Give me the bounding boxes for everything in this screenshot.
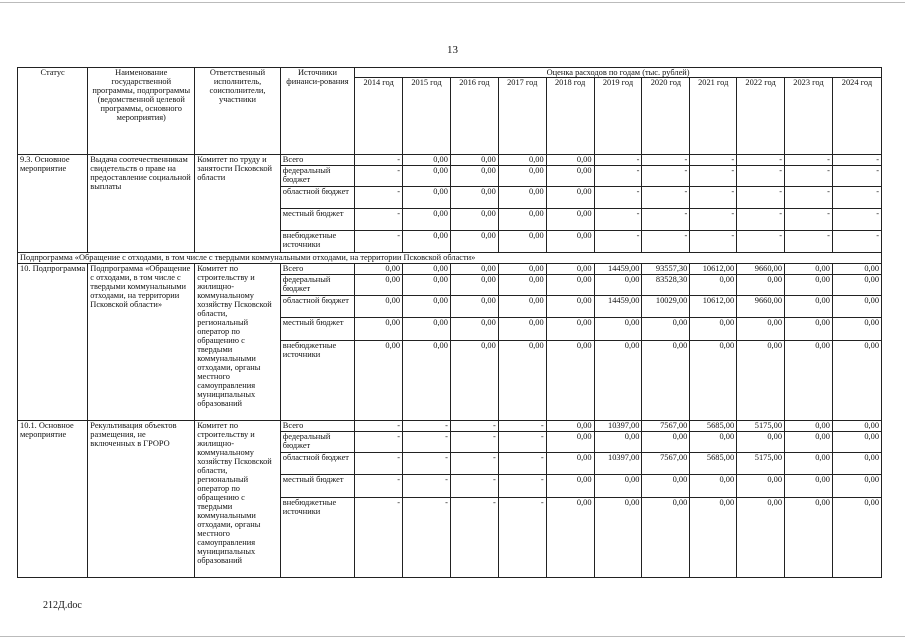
value-cell: 0,00	[832, 275, 881, 296]
row-source: федеральный бюджет	[280, 432, 354, 453]
value-cell: -	[594, 231, 642, 253]
value-cell: 0,00	[690, 275, 737, 296]
value-cell: -	[690, 231, 737, 253]
value-cell: 0,00	[498, 296, 546, 318]
value-cell: -	[498, 421, 546, 432]
value-cell: 0,00	[546, 155, 594, 166]
value-cell: 0,00	[498, 264, 546, 275]
row-source: внебюджетные источники	[280, 498, 354, 578]
value-cell: 83528,30	[642, 275, 690, 296]
value-cell: 5685,00	[690, 421, 737, 432]
value-cell: 0,00	[642, 498, 690, 578]
header-year: 2016 год	[450, 78, 498, 155]
value-cell: -	[737, 166, 785, 187]
value-cell: 0,00	[546, 231, 594, 253]
value-cell: 0,00	[737, 498, 785, 578]
value-cell: 0,00	[546, 341, 594, 421]
header-estimate: Оценка расходов по годам (тыс. рублей)	[355, 68, 882, 78]
row-source: Всего	[280, 421, 354, 432]
value-cell: 0,00	[403, 187, 451, 209]
value-cell: 14459,00	[594, 264, 642, 275]
value-cell: 0,00	[690, 475, 737, 498]
row-source: местный бюджет	[280, 318, 354, 341]
value-cell: 0,00	[355, 275, 403, 296]
row-source: внебюджетные источники	[280, 231, 354, 253]
value-cell: 0,00	[642, 432, 690, 453]
value-cell: -	[498, 453, 546, 475]
scan-edge-top	[0, 2, 905, 3]
value-cell: 0,00	[594, 341, 642, 421]
row-executor: Комитет по труду и занятости Псковской области	[195, 155, 281, 253]
header-year: 2023 год	[785, 78, 833, 155]
value-cell: -	[498, 432, 546, 453]
value-cell: -	[785, 155, 833, 166]
value-cell: -	[355, 421, 403, 432]
value-cell: 0,00	[355, 341, 403, 421]
value-cell: 7567,00	[642, 453, 690, 475]
row-source: Всего	[280, 155, 354, 166]
value-cell: 0,00	[832, 296, 881, 318]
value-cell: 0,00	[546, 498, 594, 578]
value-cell: 0,00	[785, 475, 833, 498]
value-cell: 5175,00	[737, 421, 785, 432]
value-cell: 0,00	[403, 275, 451, 296]
value-cell: 0,00	[546, 264, 594, 275]
value-cell: 0,00	[546, 432, 594, 453]
value-cell: 0,00	[546, 275, 594, 296]
value-cell: -	[498, 475, 546, 498]
value-cell: 0,00	[642, 475, 690, 498]
value-cell: -	[690, 187, 737, 209]
value-cell: -	[832, 231, 881, 253]
value-cell: -	[690, 155, 737, 166]
value-cell: 0,00	[594, 318, 642, 341]
value-cell: -	[594, 187, 642, 209]
value-cell: -	[690, 209, 737, 231]
value-cell: 93557,30	[642, 264, 690, 275]
value-cell: -	[355, 155, 403, 166]
value-cell: 0,00	[450, 209, 498, 231]
value-cell: 0,00	[546, 475, 594, 498]
value-cell: 0,00	[737, 341, 785, 421]
value-cell: 0,00	[450, 166, 498, 187]
row-source: областной бюджет	[280, 187, 354, 209]
value-cell: 0,00	[690, 318, 737, 341]
header-sources: Источники финанси-рования	[280, 68, 354, 155]
value-cell: 0,00	[450, 341, 498, 421]
document-footer: 212Д.doc	[43, 600, 82, 611]
value-cell: 0,00	[403, 155, 451, 166]
value-cell: 7567,00	[642, 421, 690, 432]
value-cell: -	[355, 231, 403, 253]
value-cell: 0,00	[832, 264, 881, 275]
value-cell: -	[450, 498, 498, 578]
value-cell: -	[642, 166, 690, 187]
value-cell: 0,00	[737, 475, 785, 498]
value-cell: -	[832, 187, 881, 209]
value-cell: 0,00	[832, 453, 881, 475]
value-cell: 10397,00	[594, 453, 642, 475]
row-executor: Комитет по строительству и жилищно-коммунальному хозяйству Псковской области, региональный оператор по обращению с твердыми коммунальными отходами, органы местного самоуправления муниципальных образований	[195, 421, 281, 578]
value-cell: 0,00	[785, 421, 833, 432]
value-cell: 9660,00	[737, 296, 785, 318]
value-cell: 0,00	[737, 275, 785, 296]
value-cell: 0,00	[546, 421, 594, 432]
row-source: областной бюджет	[280, 296, 354, 318]
value-cell: 10612,00	[690, 296, 737, 318]
value-cell: 0,00	[450, 296, 498, 318]
value-cell: 0,00	[594, 475, 642, 498]
value-cell: 0,00	[498, 187, 546, 209]
value-cell: 0,00	[355, 296, 403, 318]
value-cell: 0,00	[690, 498, 737, 578]
expenditure-table	[17, 67, 882, 578]
value-cell: -	[355, 475, 403, 498]
value-cell: 0,00	[594, 498, 642, 578]
value-cell: 0,00	[403, 341, 451, 421]
value-cell: 0,00	[594, 275, 642, 296]
value-cell: 0,00	[403, 166, 451, 187]
value-cell: -	[403, 421, 451, 432]
value-cell: -	[832, 209, 881, 231]
value-cell: 5685,00	[690, 453, 737, 475]
value-cell: 0,00	[785, 432, 833, 453]
value-cell: 0,00	[642, 341, 690, 421]
table-row	[18, 421, 882, 432]
value-cell: 0,00	[594, 432, 642, 453]
value-cell: 0,00	[785, 275, 833, 296]
value-cell: -	[355, 187, 403, 209]
value-cell: 0,00	[546, 318, 594, 341]
row-source: местный бюджет	[280, 209, 354, 231]
value-cell: 0,00	[498, 231, 546, 253]
value-cell: -	[785, 187, 833, 209]
value-cell: 0,00	[690, 432, 737, 453]
row-status: 10. Подпрограмма	[18, 264, 88, 421]
value-cell: 0,00	[832, 498, 881, 578]
row-source: областной бюджет	[280, 453, 354, 475]
value-cell: -	[355, 166, 403, 187]
value-cell: 0,00	[403, 209, 451, 231]
header-year: 2021 год	[690, 78, 737, 155]
table-row	[18, 264, 882, 275]
page-number: 13	[447, 44, 458, 56]
value-cell: 10029,00	[642, 296, 690, 318]
value-cell: 0,00	[498, 209, 546, 231]
value-cell: -	[737, 231, 785, 253]
scan-edge-bottom	[0, 636, 905, 637]
row-source: федеральный бюджет	[280, 275, 354, 296]
subprogram-title: Подпрограмма «Обращение с отходами, в том числе с твердыми коммунальными отходами, на территории Псковской области»	[18, 253, 882, 264]
header-year: 2019 год	[594, 78, 642, 155]
value-cell: -	[737, 187, 785, 209]
value-cell: 0,00	[450, 264, 498, 275]
value-cell: 0,00	[403, 264, 451, 275]
value-cell: 0,00	[403, 231, 451, 253]
value-cell: 0,00	[546, 296, 594, 318]
value-cell: 5175,00	[737, 453, 785, 475]
value-cell: -	[642, 155, 690, 166]
value-cell: 0,00	[832, 432, 881, 453]
value-cell: -	[403, 498, 451, 578]
value-cell: 0,00	[785, 264, 833, 275]
value-cell: -	[690, 166, 737, 187]
value-cell: 0,00	[832, 341, 881, 421]
header-name: Наименование государственной программы, подпрограммы (ведомственной целевой программы, основного мероприятия)	[88, 68, 195, 155]
value-cell: -	[832, 166, 881, 187]
value-cell: -	[785, 166, 833, 187]
value-cell: 0,00	[546, 166, 594, 187]
table-row	[18, 155, 882, 166]
row-source: Всего	[280, 264, 354, 275]
value-cell: 0,00	[498, 155, 546, 166]
header-year: 2015 год	[403, 78, 451, 155]
header-year: 2018 год	[546, 78, 594, 155]
value-cell: -	[355, 498, 403, 578]
header-year: 2014 год	[355, 78, 403, 155]
value-cell: -	[355, 209, 403, 231]
row-status: 9.3. Основное мероприятие	[18, 155, 88, 253]
value-cell: 0,00	[450, 275, 498, 296]
value-cell: -	[642, 209, 690, 231]
row-executor: Комитет по строительству и жилищно-коммунальному хозяйству Псковской области, региональный оператор по обращению с твердыми коммунальными отходами, органы местного самоуправления муниципальных образований	[195, 264, 281, 421]
value-cell: -	[642, 231, 690, 253]
row-source: федеральный бюджет	[280, 166, 354, 187]
value-cell: 0,00	[832, 421, 881, 432]
value-cell: -	[642, 187, 690, 209]
value-cell: 0,00	[737, 432, 785, 453]
header-year: 2022 год	[737, 78, 785, 155]
value-cell: 0,00	[642, 318, 690, 341]
value-cell: -	[450, 453, 498, 475]
value-cell: 0,00	[403, 296, 451, 318]
value-cell: -	[450, 432, 498, 453]
header-executor: Ответственный исполнитель, соисполнители, участники	[195, 68, 281, 155]
value-cell: -	[594, 166, 642, 187]
value-cell: 0,00	[450, 187, 498, 209]
value-cell: 0,00	[450, 318, 498, 341]
row-source: местный бюджет	[280, 475, 354, 498]
value-cell: 10612,00	[690, 264, 737, 275]
value-cell: 0,00	[690, 341, 737, 421]
header-year: 2017 год	[498, 78, 546, 155]
row-name: Рекультивация объектов размещения, не включенных в ГРОРО	[88, 421, 195, 578]
value-cell: 14459,00	[594, 296, 642, 318]
value-cell: 0,00	[785, 498, 833, 578]
value-cell: 0,00	[498, 318, 546, 341]
value-cell: -	[403, 453, 451, 475]
value-cell: -	[355, 432, 403, 453]
value-cell: 0,00	[498, 166, 546, 187]
value-cell: -	[403, 475, 451, 498]
value-cell: 0,00	[546, 209, 594, 231]
value-cell: -	[594, 155, 642, 166]
row-name: Выдача соотечественникам свидетельств о праве на предоставление социальной выплаты	[88, 155, 195, 253]
value-cell: -	[832, 155, 881, 166]
value-cell: 0,00	[546, 453, 594, 475]
value-cell: -	[785, 231, 833, 253]
value-cell: 0,00	[737, 318, 785, 341]
row-name: Подпрограмма «Обращение с отходами, в том числе с твердыми коммунальными отходами, на территории Псковской области»	[88, 264, 195, 421]
value-cell: 0,00	[403, 318, 451, 341]
value-cell: -	[785, 209, 833, 231]
value-cell: 0,00	[450, 155, 498, 166]
value-cell: 0,00	[785, 296, 833, 318]
row-source: внебюджетные источники	[280, 341, 354, 421]
value-cell: -	[403, 432, 451, 453]
value-cell: -	[450, 475, 498, 498]
value-cell: -	[450, 421, 498, 432]
row-status: 10.1. Основное мероприятие	[18, 421, 88, 578]
value-cell: 0,00	[785, 453, 833, 475]
value-cell: 0,00	[355, 318, 403, 341]
value-cell: 0,00	[450, 231, 498, 253]
value-cell: -	[737, 209, 785, 231]
value-cell: 0,00	[785, 318, 833, 341]
value-cell: 0,00	[832, 475, 881, 498]
value-cell: 0,00	[832, 318, 881, 341]
header-year: 2024 год	[832, 78, 881, 155]
value-cell: 0,00	[785, 341, 833, 421]
value-cell: 9660,00	[737, 264, 785, 275]
value-cell: 0,00	[498, 341, 546, 421]
header-status: Статус	[18, 68, 88, 155]
value-cell: -	[498, 498, 546, 578]
header-year: 2020 год	[642, 78, 690, 155]
value-cell: 0,00	[546, 187, 594, 209]
value-cell: -	[594, 209, 642, 231]
value-cell: -	[355, 453, 403, 475]
value-cell: 0,00	[498, 275, 546, 296]
value-cell: -	[737, 155, 785, 166]
value-cell: 10397,00	[594, 421, 642, 432]
value-cell: 0,00	[355, 264, 403, 275]
